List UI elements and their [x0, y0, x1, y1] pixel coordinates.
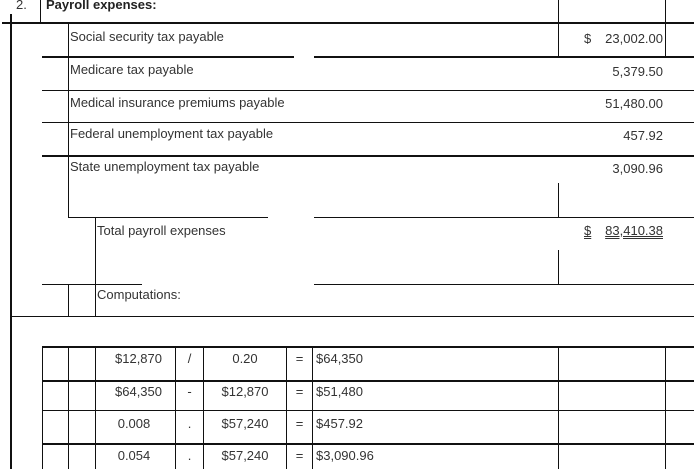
equals-sign: = [295, 416, 304, 431]
comp-rule [42, 443, 694, 445]
currency-symbol: $ [584, 223, 592, 238]
result: $457.92 [316, 416, 363, 431]
operand-a: $64,350 [115, 384, 162, 399]
amount-col-rule [558, 183, 559, 217]
comp-rule [42, 410, 694, 411]
amount-col-rule [558, 250, 559, 284]
section-title: Payroll expenses: [46, 0, 157, 12]
header-rule [2, 22, 694, 24]
operator: . [187, 448, 192, 463]
row-rule [42, 56, 294, 58]
row-rule [314, 284, 694, 285]
row-label: Medicare tax payable [70, 62, 194, 77]
result: $51,480 [316, 384, 363, 399]
comp-rule [42, 346, 694, 348]
row-rule [42, 90, 694, 91]
result: $3,090.96 [316, 448, 374, 463]
amount-col-rule [665, 0, 666, 56]
operand-a: $12,870 [115, 351, 162, 366]
header-divider [40, 0, 41, 22]
row-rule [42, 284, 142, 285]
comp-rule [42, 380, 694, 382]
row-amount: 51,480.00 [605, 96, 663, 111]
result: $64,350 [316, 351, 363, 366]
row-amount: 23,002.00 [605, 31, 663, 46]
row-amount: 5,379.50 [612, 64, 663, 79]
row-rule [42, 155, 694, 157]
row-amount: 3,090.96 [612, 161, 663, 176]
row-rule [314, 217, 694, 218]
row-label: Medical insurance premiums payable [70, 95, 285, 110]
row-label: State unemployment tax payable [70, 159, 260, 174]
operator: / [187, 351, 192, 366]
operand-b: 0.20 [232, 351, 258, 366]
section-number: 2. [16, 0, 27, 12]
comp-col-rule [665, 346, 666, 469]
equals-sign: = [295, 384, 304, 399]
equals-sign: = [295, 448, 304, 463]
label-col-rule [68, 22, 69, 217]
row-rule [68, 217, 268, 218]
total-label: Total payroll expenses [97, 223, 226, 238]
currency-symbol: $ [584, 31, 592, 46]
operand-b: $12,870 [221, 384, 269, 399]
operand-a: 0.008 [117, 416, 151, 431]
comp-col-rule [312, 346, 313, 469]
operand-b: $57,240 [221, 416, 269, 431]
operator: . [187, 416, 192, 431]
computations-label: Computations: [97, 287, 181, 302]
row-rule [10, 316, 694, 317]
comp-col-rule [68, 284, 69, 316]
comp-col-rule [558, 346, 559, 469]
row-rule [314, 56, 694, 58]
operand-b: $57,240 [221, 448, 269, 463]
row-label: Social security tax payable [70, 29, 224, 44]
total-col-rule [95, 217, 96, 317]
total-amount: 83,410.38 [605, 223, 663, 238]
row-label: Federal unemployment tax payable [70, 126, 274, 141]
equals-sign: = [295, 351, 304, 366]
comp-col-rule [42, 346, 43, 469]
left-border [10, 14, 12, 469]
operand-a: 0.054 [117, 448, 151, 463]
row-amount: 457.92 [623, 128, 663, 143]
comp-col-rule [68, 346, 69, 469]
operator: - [187, 384, 192, 399]
row-rule [42, 122, 694, 123]
amount-col-rule [558, 0, 559, 56]
